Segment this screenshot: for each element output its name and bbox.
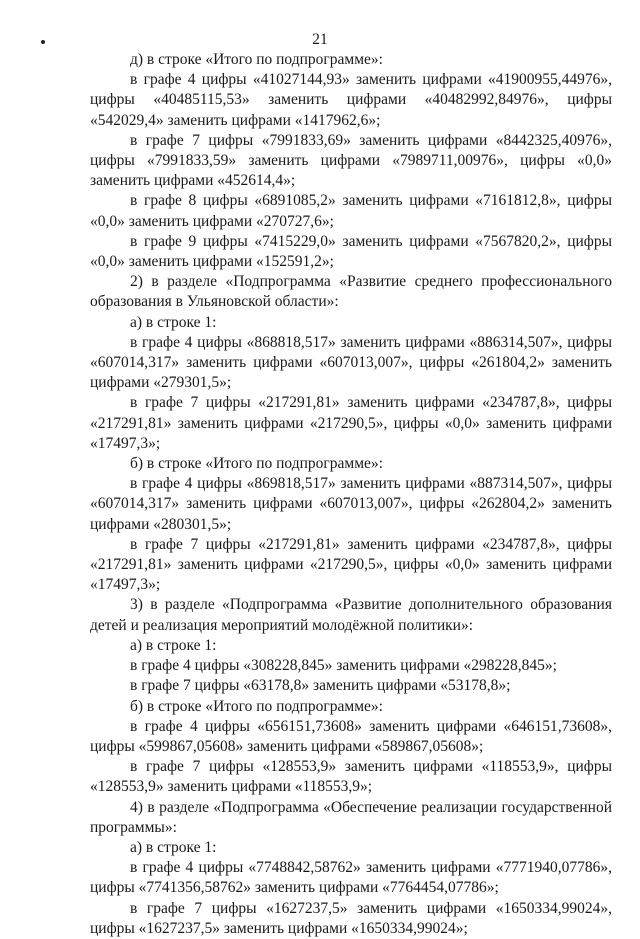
paragraph: в графе 7 цифры «128553,9» заменить цифрами «118553,9», цифры «128553,9» заменить цифрами «118553,9»; — [90, 758, 612, 796]
paragraph: а) в строке 1: — [130, 636, 217, 654]
paragraph: 4) в разделе «Подпрограмма «Обеспечение реализации государственной программы»: — [90, 798, 612, 836]
paragraph: в графе 7 цифры «63178,8» заменить цифрами «53178,8»; — [130, 677, 511, 695]
paragraph: в графе 7 цифры «217291,81» заменить цифрами «234787,8», цифры «217291,81» заменить цифрами «217290,5», цифры «0,0» заменить цифрами «17497,3»; — [90, 394, 612, 452]
paragraph: в графе 9 цифры «7415229,0» заменить цифрами «7567820,2», цифры «0,0» заменить цифрами «152591,2»; — [90, 232, 612, 271]
paragraph: 2) в разделе «Подпрограмма «Развитие среднего профессионального образования в Ульяновской области»: — [90, 273, 612, 311]
page-number: 21 — [312, 31, 328, 48]
paragraph: в графе 4 цифры «41027144,93» заменить цифрами «41900955,44976», цифры «40485115,53» заменить цифрами «40482992,84976», цифры «542029,4» заменить цифрами «1417962,6»; — [90, 71, 612, 129]
paragraph: в графе 4 цифры «868818,517» заменить цифрами «886314,507», цифры «607014,317» заменить цифрами «607013,007», цифры «261804,2» заменить цифрами «279301,5»; — [90, 333, 612, 392]
paragraph: в графе 4 цифры «656151,73608» заменить цифрами «646151,73608», цифры «599867,05608» заменить цифрами «589867,05608»; — [90, 717, 612, 755]
paragraph: в графе 4 цифры «7748842,58762» заменить цифрами «7771940,07786», цифры «7741356,58762» заменить цифрами «7764454,07786»; — [90, 859, 612, 897]
paragraph: 3) в разделе «Подпрограмма «Развитие дополнительного образования детей и реализация мероприятий молодёжной политики»: — [90, 596, 612, 634]
document-body — [90, 50, 612, 939]
paragraph: б) в строке «Итого по подпрограмме»: — [130, 455, 383, 473]
paragraph: в графе 4 цифры «869818,517» заменить цифрами «887314,507», цифры «607014,317» заменить цифрами «607013,007», цифры «262804,2» заменить цифрами «280301,5»; — [90, 475, 612, 533]
paragraph: в графе 7 цифры «217291,81» заменить цифрами «234787,8», цифры «217291,81» заменить цифрами «217290,5», цифры «0,0» заменить цифрами «17497,3»; — [90, 535, 612, 594]
paragraph: д) в строке «Итого по подпрограмме»: — [130, 51, 383, 68]
paragraph: в графе 8 цифры «6891085,2» заменить цифрами «7161812,8», цифры «0,0» заменить цифрами «270727,6»; — [90, 192, 612, 230]
paragraph: б) в строке «Итого по подпрограмме»: — [130, 697, 383, 715]
paragraph: в графе 4 цифры «308228,845» заменить цифрами «298228,845»; — [130, 657, 557, 675]
paragraph: а) в строке 1: — [130, 838, 217, 856]
paragraph: в графе 7 цифры «1627237,5» заменить цифрами «1650334,99024», цифры «1627237,5» заменить цифрами «1650334,99024»; — [90, 899, 612, 937]
paragraph: в графе 7 цифры «7991833,69» заменить цифрами «8442325,40976», цифры «7991833,59» заменить цифрами «7989711,00976», цифры «0,0» заменить цифрами «452614,4»; — [90, 131, 612, 190]
paragraph: а) в строке 1: — [130, 313, 217, 331]
